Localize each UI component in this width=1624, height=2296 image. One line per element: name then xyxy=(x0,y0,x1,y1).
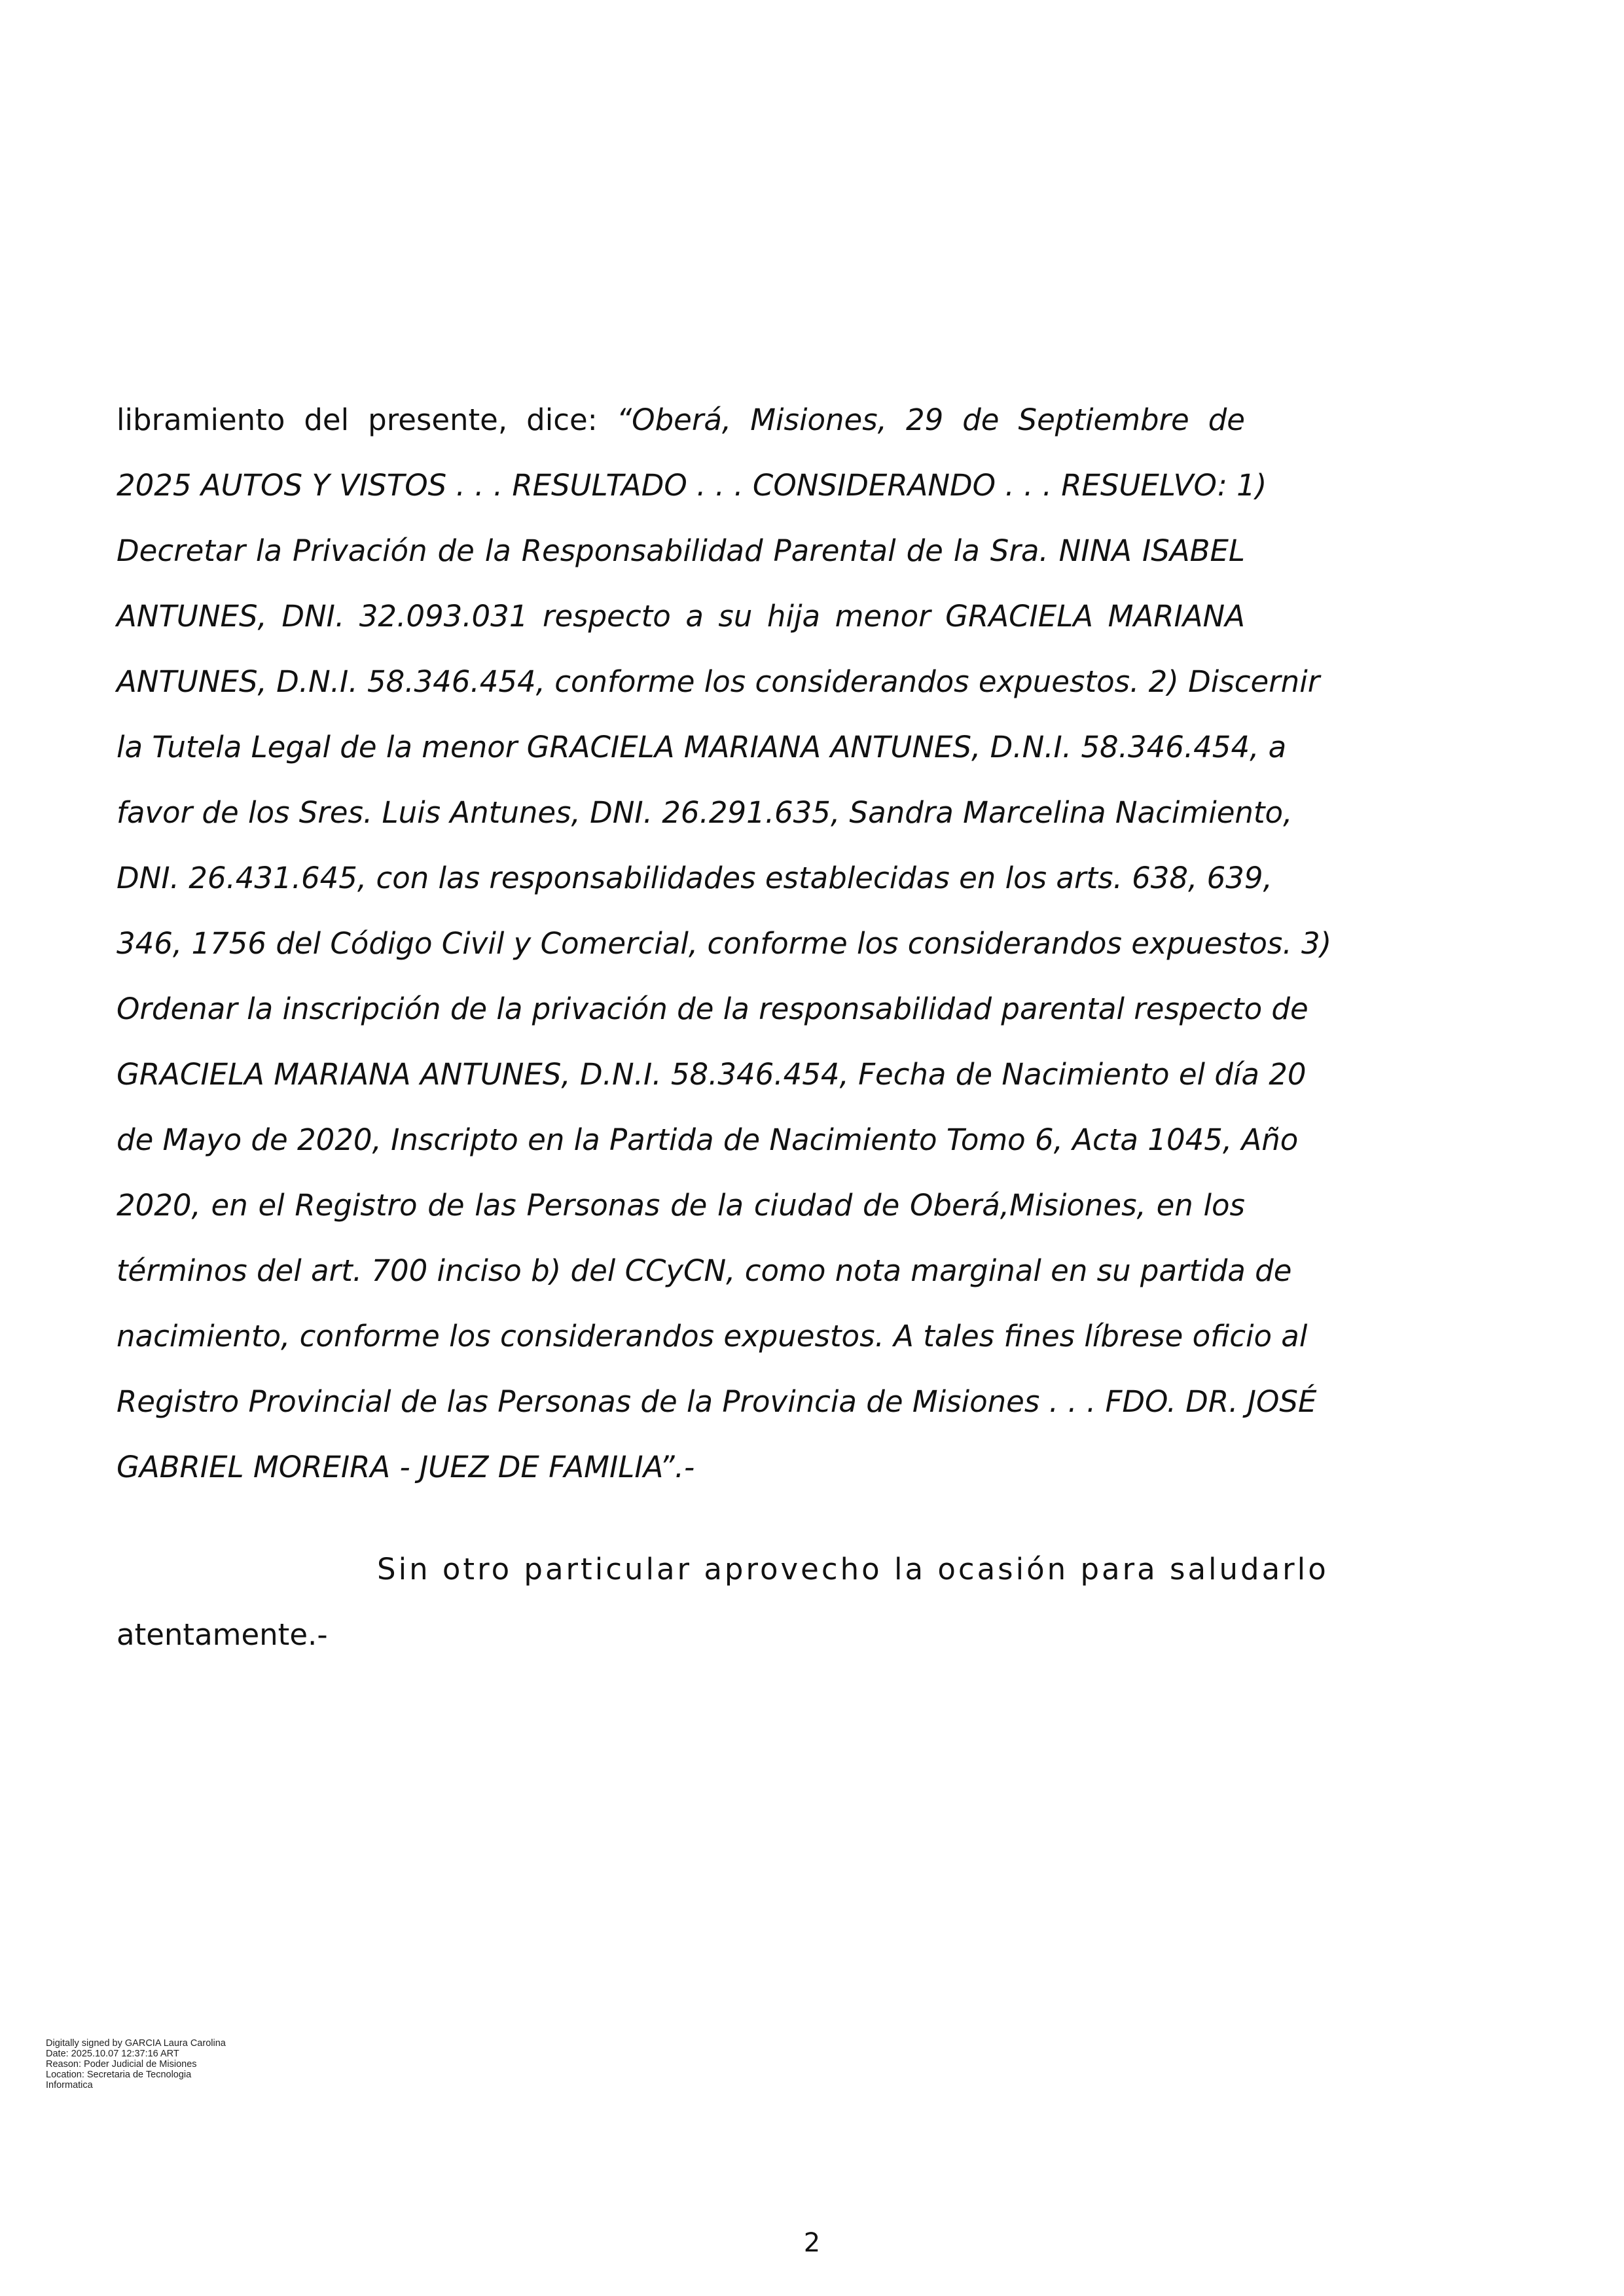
closing-line-2: atentamente.- xyxy=(117,1617,328,1652)
signature-reason: Reason: Poder Judicial de Misiones xyxy=(46,2059,197,2070)
body-line-12: de Mayo de 2020, Inscripto en la Partida de Nacimiento Tomo 6, Acta 1045, Año xyxy=(117,1122,1299,1157)
signature-signer: Digitally signed by GARCIA Laura Carolina xyxy=(46,2038,226,2049)
body-line-1-quote: “Oberá, Misiones, 29 de Septiembre de xyxy=(616,403,1245,437)
body-line-11: GRACIELA MARIANA ANTUNES, D.N.I. 58.346.454, Fecha de Nacimiento el día 20 xyxy=(117,1057,1307,1092)
page-number: 2 xyxy=(803,2228,821,2258)
body-line-1 xyxy=(117,401,1245,440)
body-line-13: 2020, en el Registro de las Personas de la ciudad de Oberá,Misiones, en los xyxy=(117,1188,1245,1223)
signature-date: Date: 2025.10.07 12:37:16 ART xyxy=(46,2049,179,2059)
body-line-4: ANTUNES, DNI. 32.093.031 respecto a su hija menor GRACIELA MARIANA xyxy=(117,599,1245,634)
body-line-6: la Tutela Legal de la menor GRACIELA MARIANA ANTUNES, D.N.I. 58.346.454, a xyxy=(117,730,1287,764)
body-line-9: 346, 1756 del Código Civil y Comercial, conforme los considerandos expuestos. 3) xyxy=(117,926,1332,961)
body-line-8: DNI. 26.431.645, con las responsabilidades establecidas en los arts. 638, 639, xyxy=(117,861,1272,895)
body-line-3: Decretar la Privación de la Responsabilidad Parental de la Sra. NINA ISABEL xyxy=(117,533,1245,568)
body-line-1-plain: libramiento del presente, dice: xyxy=(117,403,617,437)
body-line-10: Ordenar la inscripción de la privación de la responsabilidad parental respecto de xyxy=(117,992,1308,1026)
body-line-2: 2025 AUTOS Y VISTOS . . . RESULTADO . . . CONSIDERANDO . . . RESUELVO: 1) xyxy=(117,468,1267,503)
body-line-14: términos del art. 700 inciso b) del CCyCN, como nota marginal en su partida de xyxy=(117,1253,1292,1288)
body-line-7: favor de los Sres. Luis Antunes, DNI. 26.291.635, Sandra Marcelina Nacimiento, xyxy=(117,795,1293,830)
signature-location-cont: Informatica xyxy=(46,2080,93,2090)
body-line-15: nacimiento, conforme los considerandos expuestos. A tales fines líbrese oficio al xyxy=(117,1319,1308,1354)
body-line-17: GABRIEL MOREIRA - JUEZ DE FAMILIA”.- xyxy=(117,1450,695,1484)
digital-signature xyxy=(46,2038,226,2090)
closing-line-1: Sin otro particular aprovecho la ocasión para saludarlo xyxy=(377,1552,1329,1587)
body-line-5: ANTUNES, D.N.I. 58.346.454, conforme los considerandos expuestos. 2) Discernir xyxy=(117,664,1320,699)
body-line-16: Registro Provincial de las Personas de la Provincia de Misiones . . . FDO. DR. JOSÉ xyxy=(117,1384,1317,1419)
signature-location: Location: Secretaria de Tecnologia xyxy=(46,2070,192,2080)
